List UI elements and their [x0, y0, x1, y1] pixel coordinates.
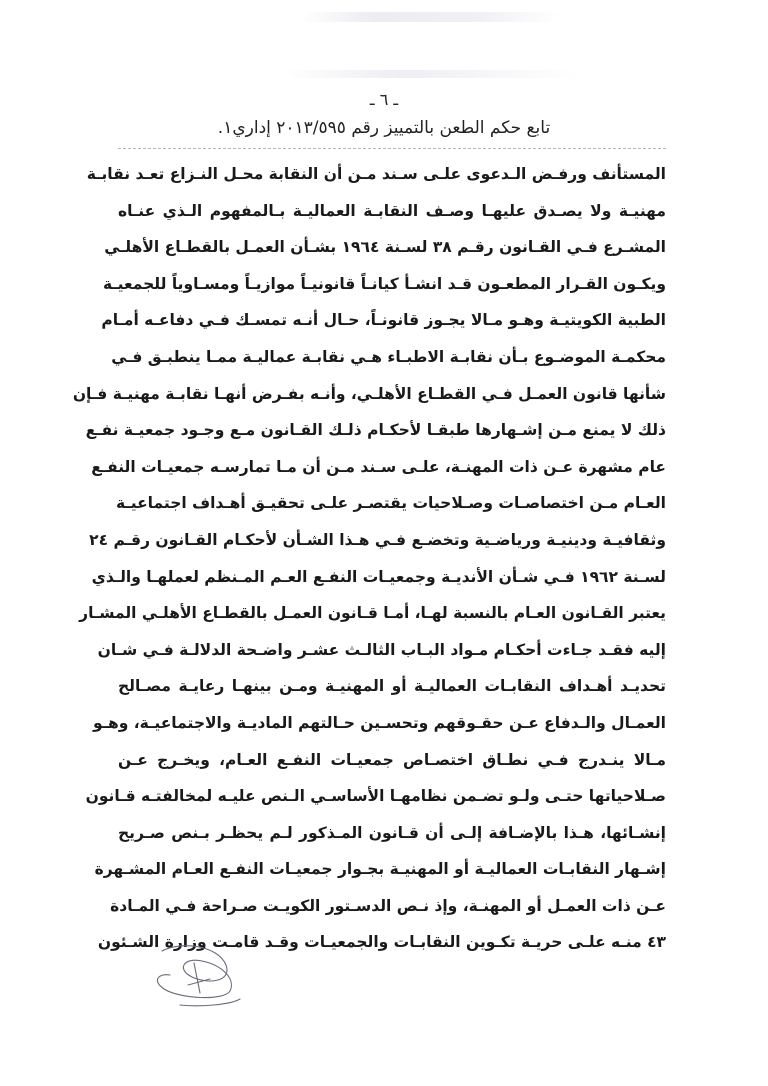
text-line: مهنيـة ولا يصـدق عليهـا وصـف النقابـة العماليـة بـالمفهوم الـذي عنـاه	[118, 201, 666, 220]
text-line: تحديـد أهـداف النقابـات العماليـة أو المهنيـة ومـن بينهـا رعايـة مصـالح	[118, 677, 666, 696]
header-separator	[118, 148, 666, 149]
page-number: ـ ٦ ـ	[369, 90, 399, 109]
text-line: عـن ذات العمـل أو المهنـة، وإذ نـص الدسـتور الكويـت صـراحة فـي المـادة	[110, 896, 666, 915]
text-line: ٤٣ منـه علـى حريـة تكـوين النقابـات والجمعيـات وقـد قامـت وزارة الشـئون	[97, 933, 666, 952]
text-line: مـالا ينـدرج فـي نطـاق اختصـاص جمعيـات النفـع العـام، ويخـرج عـن	[118, 750, 666, 769]
text-line: محكمـة الموضـوع بـأن نقابـة الاطبـاء هـي نقابـة عماليـة ممـا ينطبـق فـي	[111, 347, 666, 366]
handwritten-signature	[140, 935, 260, 1015]
text-line: شأنها قانون العمـل فـي القطـاع الأهلـي، وأنـه بفـرض أنهـا نقابـة مهنيـة فـإن	[72, 384, 666, 403]
text-line: ويكـون القـرار المطعـون قـد انشـأ كيانـاً قانونيـاً موازيـاً ومسـاوياً للجمعيـة	[102, 274, 666, 293]
text-line: إليه فقـد جـاءت أحكـام مـواد البـاب الثالـث عشـر واضـحة الدلالـة فـي شـان	[97, 640, 666, 659]
text-line: وثقافيـة ودينيـة ورياضـية وتخضـع فـي هـذا الشـأن لأحكـام القـانون رقـم ٢٤	[89, 530, 666, 549]
text-line: يعتبر القـانون العـام بالنسبة لهـا، أمـا قـانون العمـل بالقطـاع الأهلـي المشـار	[79, 604, 666, 623]
text-line: الطبية الكويتيـة وهـو مـالا يجـوز قانونـاً، حـال أنـه تمسـك فـي دفاعـه أمـام	[101, 311, 666, 330]
scan-bleed-mark	[280, 70, 580, 78]
text-line: إشـهار النقابـات العماليـة أو المهنيـة بجـوار جمعيـات النفـع العـام المشـهرة	[94, 860, 666, 879]
scan-bleed-mark	[300, 12, 560, 22]
running-header: تابع حكم الطعن بالتمييز رقم ٢٠١٣/٥٩٥ إداري١.	[217, 118, 551, 138]
text-line: لسـنة ١٩٦٢ فـي شـأن الأنديـة وجمعيـات النفـع العـم المـنظم لعملهـا والـذي	[91, 567, 666, 586]
text-line: العـام مـن اختصاصـات وصـلاحيات يقتصـر علـى تحقيـق أهـداف اجتماعيـة	[116, 494, 666, 513]
judgment-body	[72, 156, 666, 961]
text-line: المستأنف ورفـض الـدعوى علـى سـند مـن أن النقابة محـل النـزاع تعـد نقابـة	[86, 165, 666, 183]
text-line: صـلاحياتها حتـى ولـو تضـمن نظامهـا الأساسـي الـنص عليـه لمخالفتـه قـانون	[85, 787, 666, 806]
text-line: المشـرع فـي القـانون رقـم ٣٨ لسـنة ١٩٦٤ بشـأن العمـل بالقطـاع الأهلـي	[104, 238, 666, 257]
text-line: ذلك لا يمنع مـن إشـهارها طبقـا لأحكـام ذلـك القـانون مـع وجـود جمعيـة نفـع	[85, 421, 666, 440]
text-line: إنشـائها، هـذا بالإضـافة إلـى أن قـانون المـذكور لـم يحظـر بـنص صـريح	[118, 823, 666, 842]
text-line: عام مشهرة عـن ذات المهنـة، علـى سـند مـن أن مـا تمارسـه جمعيـات النفـع	[91, 457, 666, 476]
text-line: العمـال والـدفاع عـن حقـوقهم وتحسـين حـالتهم الماديـة والاجتماعيـة، وهـو	[92, 713, 666, 732]
